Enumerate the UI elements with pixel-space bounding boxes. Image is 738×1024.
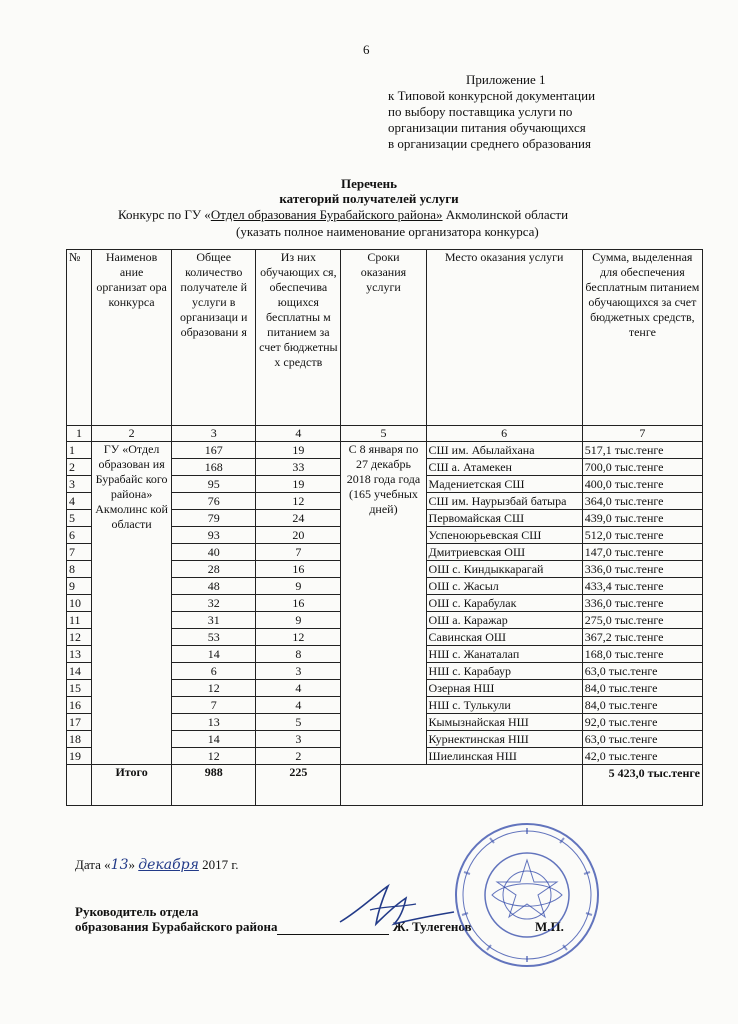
allocated-sum: 433,4 тыс.тенге — [582, 578, 702, 595]
row-number: 6 — [67, 527, 92, 544]
row-number: 5 — [67, 510, 92, 527]
appendix-line-2: к Типовой конкурсной документации — [388, 88, 596, 103]
column-number: 2 — [92, 426, 172, 442]
row-number: 14 — [67, 663, 92, 680]
row-number: 17 — [67, 714, 92, 731]
header-number: № — [67, 250, 92, 426]
service-place: Савинская ОШ — [426, 629, 582, 646]
recipients-count: 14 — [172, 731, 256, 748]
free-meals-count: 5 — [256, 714, 341, 731]
date-month: декабря — [138, 857, 199, 873]
recipients-count: 12 — [172, 680, 256, 697]
appendix-line-4: организации питания обучающихся — [388, 120, 586, 135]
contest-line — [118, 207, 568, 223]
document-subtitle: категорий получателей услуги — [279, 191, 459, 206]
column-number: 1 — [67, 426, 92, 442]
totals-empty — [426, 765, 582, 806]
signatory-name: Ж. Тулегенов — [392, 919, 472, 934]
appendix-line-5: в организации среднего образования — [388, 136, 591, 151]
service-place: ОШ с. Киндыккарагай — [426, 561, 582, 578]
row-number: 2 — [67, 459, 92, 476]
row-number: 13 — [67, 646, 92, 663]
row-number: 4 — [67, 493, 92, 510]
service-place: ОШ с. Карабулак — [426, 595, 582, 612]
totals-recipients: 988 — [172, 765, 256, 806]
row-number: 12 — [67, 629, 92, 646]
recipients-count: 28 — [172, 561, 256, 578]
column-number: 4 — [256, 426, 341, 442]
column-number: 6 — [426, 426, 582, 442]
recipients-count: 7 — [172, 697, 256, 714]
totals-row — [67, 765, 703, 806]
allocated-sum: 512,0 тыс.тенге — [582, 527, 702, 544]
row-number: 3 — [67, 476, 92, 493]
free-meals-count: 33 — [256, 459, 341, 476]
recipients-count: 14 — [172, 646, 256, 663]
row-number: 19 — [67, 748, 92, 765]
allocated-sum: 84,0 тыс.тенге — [582, 697, 702, 714]
header-place: Место оказания услуги — [426, 250, 582, 426]
service-place: Первомайская СШ — [426, 510, 582, 527]
free-meals-count: 12 — [256, 629, 341, 646]
allocated-sum: 367,2 тыс.тенге — [582, 629, 702, 646]
service-place: СШ им. Абылайхана — [426, 442, 582, 459]
column-number: 7 — [582, 426, 702, 442]
recipients-count: 168 — [172, 459, 256, 476]
allocated-sum: 336,0 тыс.тенге — [582, 561, 702, 578]
totals-sum: 5 423,0 тыс.тенге — [582, 765, 702, 806]
signatory-department: образования Бурабайского района — [75, 919, 278, 934]
allocated-sum: 168,0 тыс.тенге — [582, 646, 702, 663]
totals-empty — [341, 765, 426, 806]
allocated-sum: 336,0 тыс.тенге — [582, 595, 702, 612]
column-number: 5 — [341, 426, 426, 442]
free-meals-count: 9 — [256, 578, 341, 595]
recipients-count: 95 — [172, 476, 256, 493]
service-place: СШ им. Наурызбай батыра — [426, 493, 582, 510]
recipients-count: 53 — [172, 629, 256, 646]
free-meals-count: 4 — [256, 697, 341, 714]
organizer-cell: ГУ «Отдел образован ия Бурабайс кого района» Акмолинс кой области — [92, 442, 172, 765]
recipients-count: 79 — [172, 510, 256, 527]
row-number: 7 — [67, 544, 92, 561]
free-meals-count: 8 — [256, 646, 341, 663]
allocated-sum: 700,0 тыс.тенге — [582, 459, 702, 476]
free-meals-count: 9 — [256, 612, 341, 629]
free-meals-count: 3 — [256, 731, 341, 748]
allocated-sum: 84,0 тыс.тенге — [582, 680, 702, 697]
appendix-line-1: Приложение 1 — [466, 72, 546, 87]
free-meals-count: 2 — [256, 748, 341, 765]
contest-prefix: Конкурс по ГУ « — [118, 207, 211, 222]
allocated-sum: 364,0 тыс.тенге — [582, 493, 702, 510]
contest-suffix: Акмолинской области — [442, 207, 569, 222]
appendix-line-3: по выбору поставщика услуги по — [388, 104, 573, 119]
service-place: Дмитриевская ОШ — [426, 544, 582, 561]
header-total-recipients: Общее количество получателе й услуги в организаци и образовани я — [172, 250, 256, 426]
table-body — [67, 442, 703, 765]
date-middle: » — [128, 857, 135, 872]
contest-organizer: Отдел образования Бурабайского района» — [210, 207, 443, 222]
totals-empty — [67, 765, 92, 806]
free-meals-count: 20 — [256, 527, 341, 544]
free-meals-count: 7 — [256, 544, 341, 561]
row-number: 18 — [67, 731, 92, 748]
row-number: 1 — [67, 442, 92, 459]
service-place: Кымызнайская НШ — [426, 714, 582, 731]
free-meals-count: 3 — [256, 663, 341, 680]
free-meals-count: 24 — [256, 510, 341, 527]
row-number: 11 — [67, 612, 92, 629]
recipients-count: 167 — [172, 442, 256, 459]
allocated-sum: 275,0 тыс.тенге — [582, 612, 702, 629]
signatory-title: Руководитель отдела — [75, 904, 199, 919]
free-meals-count: 16 — [256, 561, 341, 578]
free-meals-count: 19 — [256, 442, 341, 459]
allocated-sum: 147,0 тыс.тенге — [582, 544, 702, 561]
date-line — [75, 857, 239, 873]
column-number-row — [67, 426, 703, 442]
allocated-sum: 439,0 тыс.тенге — [582, 510, 702, 527]
recipients-count: 76 — [172, 493, 256, 510]
row-number: 9 — [67, 578, 92, 595]
free-meals-count: 12 — [256, 493, 341, 510]
allocated-sum: 63,0 тыс.тенге — [582, 663, 702, 680]
service-term-cell: С 8 января по 27 декабрь 2018 года года (165 учебных дней) — [341, 442, 426, 765]
service-place: Курнектинская НШ — [426, 731, 582, 748]
row-number: 16 — [67, 697, 92, 714]
free-meals-count: 19 — [256, 476, 341, 493]
column-number: 3 — [172, 426, 256, 442]
recipients-count: 32 — [172, 595, 256, 612]
free-meals-count: 4 — [256, 680, 341, 697]
service-place: Шиелинская НШ — [426, 748, 582, 765]
service-place: Озерная НШ — [426, 680, 582, 697]
allocated-sum: 517,1 тыс.тенге — [582, 442, 702, 459]
document-title: Перечень — [340, 176, 398, 191]
header-term: Сроки оказания услуги — [341, 250, 426, 426]
service-place: СШ а. Атамекен — [426, 459, 582, 476]
service-place: ОШ с. Жасыл — [426, 578, 582, 595]
service-place: Успеноюрьевская СШ — [426, 527, 582, 544]
row-number: 10 — [67, 595, 92, 612]
handwritten-signature — [330, 880, 460, 930]
service-place: ОШ а. Каражар — [426, 612, 582, 629]
allocated-sum: 400,0 тыс.тенге — [582, 476, 702, 493]
header-free-meals: Из них обучающих ся, обеспечива ющихся бесплатны м питанием за счет бюджетны х средств — [256, 250, 341, 426]
recipients-count: 13 — [172, 714, 256, 731]
header-sum: Сумма, выделенная для обеспечения бесплатным питанием обучающихся за счет бюджетных средств, тенге — [582, 250, 702, 426]
table-header-row — [67, 250, 703, 426]
service-place: НШ с. Карабаур — [426, 663, 582, 680]
totals-free-meals: 225 — [256, 765, 341, 806]
service-place: Мадениетская СШ — [426, 476, 582, 493]
recipients-count: 31 — [172, 612, 256, 629]
seal-place-label: М.П. — [535, 919, 564, 934]
table-row — [67, 442, 703, 459]
service-place: НШ с. Жанаталап — [426, 646, 582, 663]
recipients-count: 93 — [172, 527, 256, 544]
allocated-sum: 42,0 тыс.тенге — [582, 748, 702, 765]
service-place: НШ с. Тулькули — [426, 697, 582, 714]
row-number: 15 — [67, 680, 92, 697]
header-organizer: Наименов ание организат ора конкурса — [92, 250, 172, 426]
allocated-sum: 63,0 тыс.тенге — [582, 731, 702, 748]
totals-label: Итого — [92, 765, 172, 806]
recipients-count: 48 — [172, 578, 256, 595]
appendix-header — [388, 72, 595, 152]
allocated-sum: 92,0 тыс.тенге — [582, 714, 702, 731]
recipients-count: 6 — [172, 663, 256, 680]
signature-line — [277, 934, 389, 935]
official-stamp — [452, 820, 602, 970]
date-day: 13 — [110, 857, 129, 873]
organizer-note: (указать полное наименование организатора конкурса) — [236, 224, 539, 239]
row-number: 8 — [67, 561, 92, 578]
free-meals-count: 16 — [256, 595, 341, 612]
date-prefix: Дата « — [75, 857, 111, 872]
recipients-count: 40 — [172, 544, 256, 561]
date-suffix: 2017 г. — [202, 857, 239, 872]
recipients-count: 12 — [172, 748, 256, 765]
page-number: 6 — [363, 42, 370, 57]
recipients-table — [66, 249, 703, 806]
